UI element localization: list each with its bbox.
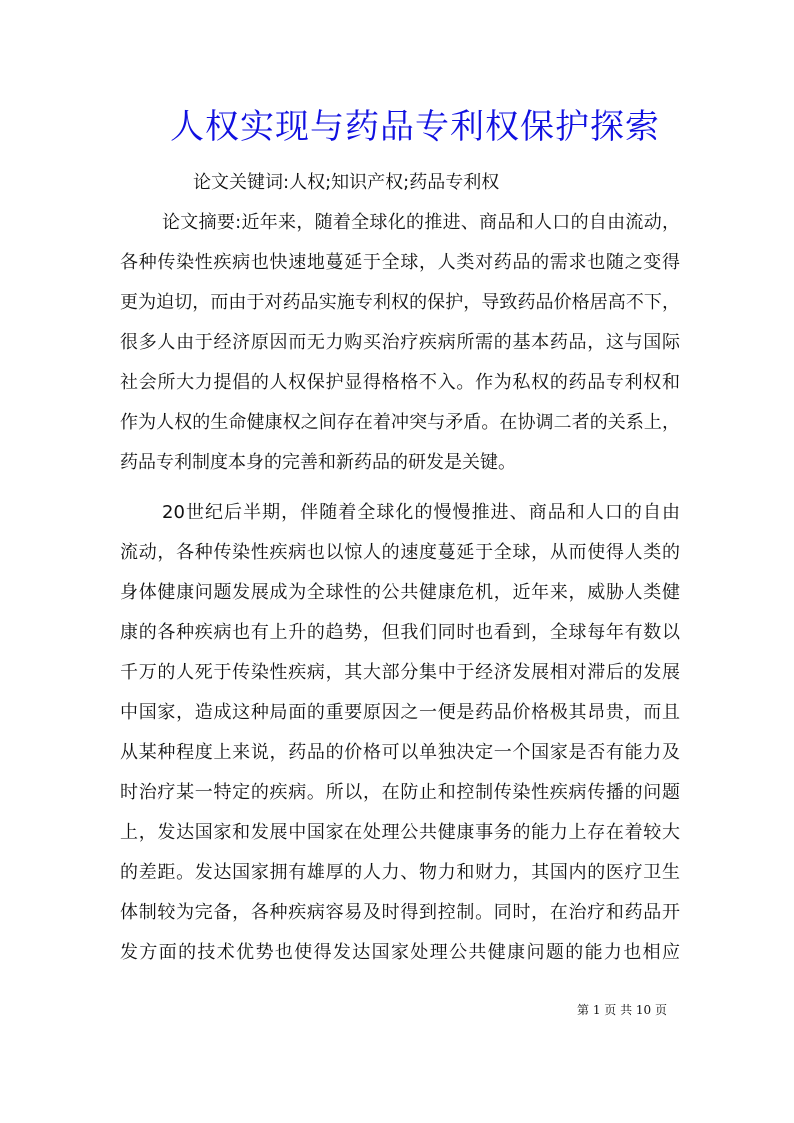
body-line: 中国家，造成这种局面的重要原因之一便是药品价格极其昂贵，而且 [120,702,680,723]
body-line: 康的各种疾病也有上升的趋势，但我们同时也看到，全球每年有数以 [120,622,680,643]
body-line: 从某种程度上来说，药品的价格可以单独决定一个国家是否有能力及 [120,742,680,763]
abstract-line: 很多人由于经济原因而无力购买治疗疾病所需的基本药品，这与国际 [120,332,680,353]
body-line: 千万的人死于传染性疾病，其大部分集中于经济发展相对滞后的发展 [120,662,680,683]
body-line: 流动，各种传染性疾病也以惊人的速度蔓延于全球，从而使得人类的 [120,542,680,563]
abstract-line: 更为迫切，而由于对药品实施专利权的保护，导致药品价格居高不下， [120,292,680,313]
body-line: 上，发达国家和发展中国家在处理公共健康事务的能力上存在着较大 [120,822,680,843]
body-line: 20世纪后半期，伴随着全球化的慢慢推进、商品和人口的自由 [162,502,680,523]
body-line: 发方面的技术优势也使得发达国家处理公共健康问题的能力也相应 [120,942,680,963]
body-line: 时治疗某一特定的疾病。所以，在防止和控制传染性疾病传播的问题 [120,782,680,803]
abstract-line: 各种传染性疾病也快速地蔓延于全球，人类对药品的需求也随之变得 [120,252,680,273]
keywords-line: 论文关键词:人权;知识产权;药品专利权 [193,172,500,193]
body-line: 身体健康问题发展成为全球性的公共健康危机，近年来，威胁人类健 [120,582,680,603]
body-line: 的差距。发达国家拥有雄厚的人力、物力和财力，其国内的医疗卫生 [120,862,680,883]
body-line: 体制较为完备，各种疾病容易及时得到控制。同时，在治疗和药品开 [120,902,680,923]
abstract-line: 药品专利制度本身的完善和新药品的研发是关键。 [120,452,516,473]
abstract-line: 论文摘要:近年来，随着全球化的推进、商品和人口的自由流动， [162,212,680,233]
abstract-line: 社会所大力提倡的人权保护显得格格不入。作为私权的药品专利权和 [120,372,680,393]
document-title: 人权实现与药品专利权保护探索 [170,107,660,147]
page-number-footer: 第 1 页 共 10 页 [577,1003,667,1017]
abstract-line: 作为人权的生命健康权之间存在着冲突与矛盾。在协调二者的关系上， [120,412,680,433]
